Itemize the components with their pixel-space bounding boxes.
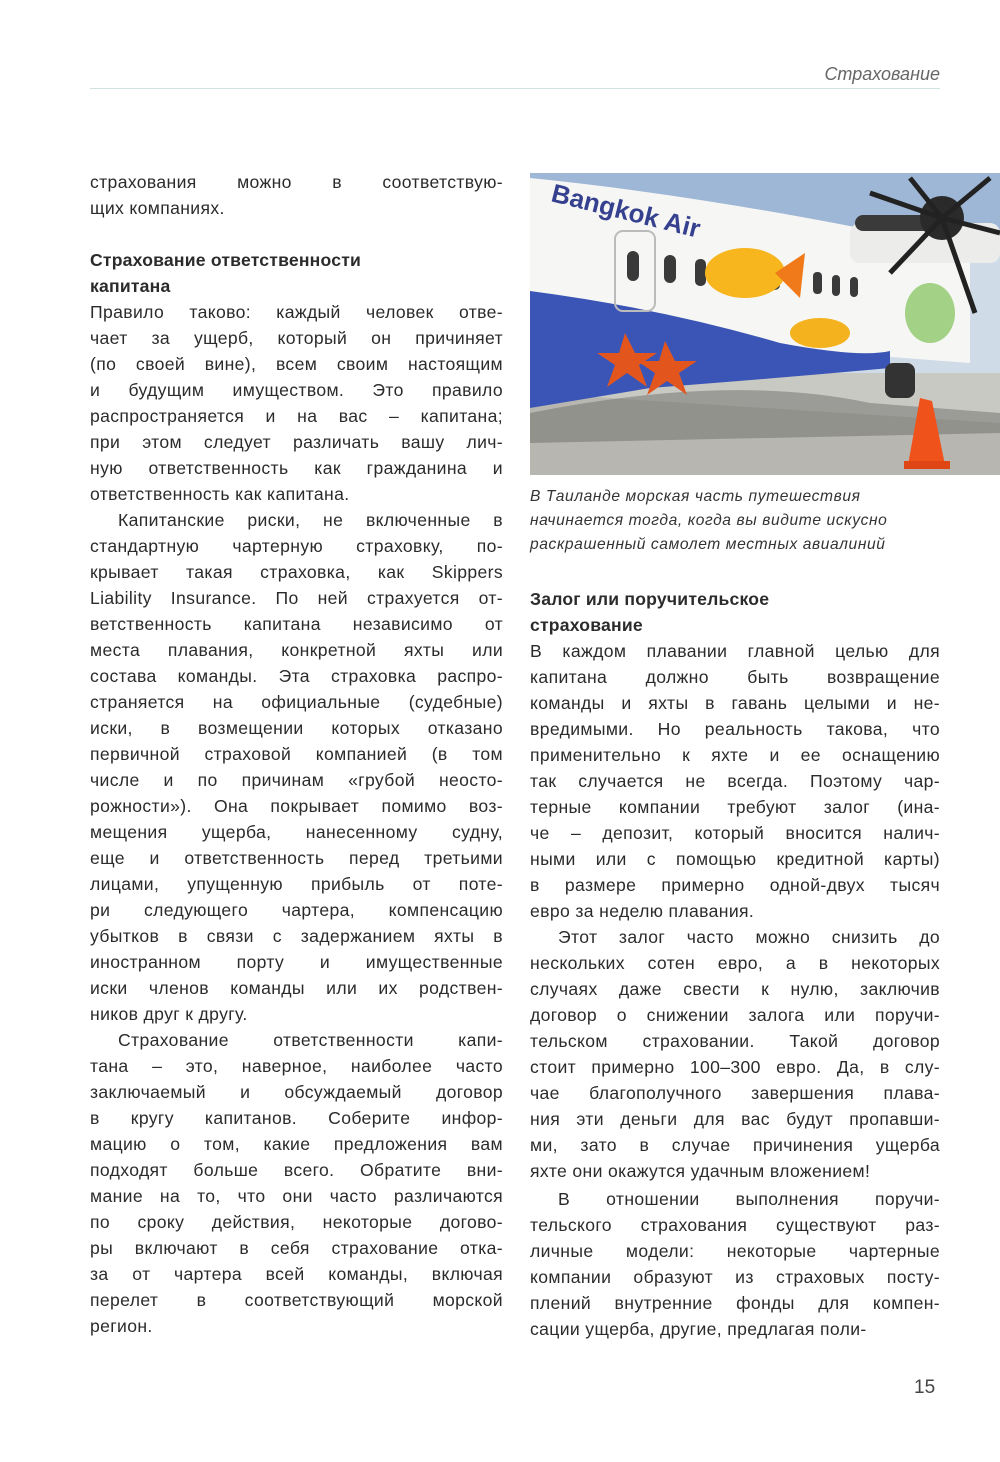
paragraph-line: щих компаниях. [90,198,225,218]
paragraph-line: плений внутренние фонды для компен- [530,1293,940,1313]
paragraph-line: лицами, упущенную прибыль от поте- [90,874,503,894]
paragraph-line: применительно к яхте и ее оснащению [530,745,940,765]
paragraph-line: рожности»). Она покрывает помимо воз- [90,796,503,816]
section-heading-line: капитана [90,276,171,296]
paragraph-line: ников друг к другу. [90,1004,248,1024]
paragraph-line: ную ответственность как гражданина и [90,458,503,478]
paragraph-line: компании образуют из страховых посту- [530,1267,940,1287]
paragraph-line: места плавания, конкретной яхты или [90,640,503,660]
paragraph-line: терные компании требуют залог (ина- [530,797,940,817]
paragraph-line: личные модели: некоторые чартерные [530,1241,940,1261]
paragraph-line: капитана должно быть возвращение [530,667,940,687]
paragraph-line: при этом следует различать вашу лич- [90,432,503,452]
paragraph-line: стоит примерно 100–300 евро. Да, в слу- [530,1057,940,1077]
paragraph-line: ры включают в себя страхование отка- [90,1238,503,1258]
paragraph-line: мещения ущерба, нанесенному судну, [90,822,503,842]
paragraph-line: подходят больше всего. Обратите вни- [90,1160,503,1180]
paragraph-line: сации ущерба, другие, предлагая поли- [530,1319,867,1339]
paragraph-line: мание на то, что они часто различаются [90,1186,503,1206]
paragraph-line: ния эти деньги для вас будут пропавши- [530,1109,940,1129]
paragraph-line: убытков в связи с задержанием яхты в [90,926,503,946]
paragraph-line: Этот залог часто можно снизить до [558,927,940,947]
paragraph-line: Liability Insurance. По ней страхуется от- [90,588,503,608]
paragraph-line: распространяется и на вас – капитана; [90,406,503,426]
paragraph-line: чает за ущерб, который он причиняет [90,328,503,348]
paragraph-line: ветственность капитана независимо от [90,614,503,634]
paragraph-line: так случается не всегда. Поэтому чар- [530,771,940,791]
paragraph-line: в размере примерно одной-двух тысяч [530,875,940,895]
paragraph-line: по сроку действия, некоторые догово- [90,1212,503,1232]
paragraph-line: чае благополучного завершения плава- [530,1083,940,1103]
caption-line: раскрашенный самолет местных авиалиний [530,536,886,553]
paragraph-line: ми, зато в случае причинения ущерба [530,1135,940,1155]
right-text-column [530,586,940,1342]
paragraph-line: Капитанские риски, не включенные в [118,510,503,530]
left-text-column [90,169,503,1339]
paragraph-line: В отношении выполнения поручи- [558,1189,940,1209]
paragraph-line: стандартную чартерную страховку, по- [90,536,503,556]
paragraph-line: в кругу капитанов. Соберите инфор- [90,1108,503,1128]
paragraph-line: страхования можно в соответствую- [90,172,503,192]
paragraph-line: иностранном порту и имущественные [90,952,503,972]
paragraph-line: иски членов команды или их родствен- [90,978,503,998]
caption-line: В Таиланде морская часть путешествия [530,488,861,505]
paragraph-line: первичной страховой компанией (в том [90,744,503,764]
paragraph-line: (по своей вине), всем своим настоящим [90,354,503,374]
paragraph-line: числе и по причинам «грубой неосто- [90,770,503,790]
page-number: 15 [914,1377,936,1398]
airplane-photo [530,173,1000,475]
paragraph-line: крывает такая страховка, как Skippers [90,562,503,582]
caption-line: начинается тогда, когда вы видите искусно [530,512,888,529]
paragraph-line: тана – это, наверное, наиболее часто [90,1056,503,1076]
paragraph-line: случаях даже свести к нулю, заключив [530,979,940,999]
paragraph-line: тельского страхования существуют раз- [530,1215,940,1235]
spacer [90,221,503,247]
paragraph-line: заключаемый и обсуждаемый договор [90,1082,503,1102]
paragraph-line: тельском страховании. Такой договор [530,1031,940,1051]
paragraph-line: ными или с помощью кредитной карты) [530,849,940,869]
running-head-title: Страхование [824,64,940,84]
paragraph-line: и будущим имуществом. Это правило [90,380,503,400]
paragraph-line: нескольких сотен евро, а в некоторых [530,953,940,973]
paragraph-line: Правило таково: каждый человек отве- [90,302,503,322]
paragraph-line: договор о снижении залога или поручи- [530,1005,940,1025]
paragraph-line: Страхование ответственности капи- [118,1030,503,1050]
paragraph-line: регион. [90,1316,153,1336]
paragraph-line: ри следующего чартера, компенсацию [90,900,503,920]
paragraph-line: мацию о том, какие предложения вам [90,1134,503,1154]
photo-caption [530,485,940,557]
paragraph-line: состава команды. Эта страховка распро- [90,666,503,686]
paragraph-line: че – депозит, который вносится налич- [530,823,940,843]
photo-logo-bangkok-air: Bangkok Air [548,177,704,244]
paragraph-line: перелет в соответствующий морской [90,1290,503,1310]
paragraph-line: вредимыми. Но реальность такова, что [530,719,940,739]
paragraph-line: евро за неделю плавания. [530,901,755,921]
paragraph-line: команды и яхты в гавань целыми и не- [530,693,940,713]
paragraph-line: В каждом плавании главной целью для [530,641,940,661]
paragraph-line: иски, в возмещении которых отказано [90,718,503,738]
section-heading-line: Страхование ответственности [90,250,362,270]
section-heading-line: Залог или поручительское [530,589,770,609]
header-rule [90,88,940,89]
section-heading-line: страхование [530,615,643,635]
paragraph-line: страняется на официальные (судебные) [90,692,503,712]
paragraph-line: ответственность как капитана. [90,484,350,504]
paragraph-line: еще и ответственность перед третьими [90,848,503,868]
paragraph-line: за от чартера всей команды, включая [90,1264,503,1284]
paragraph-line: яхте они окажутся удачным вложением! [530,1161,871,1181]
